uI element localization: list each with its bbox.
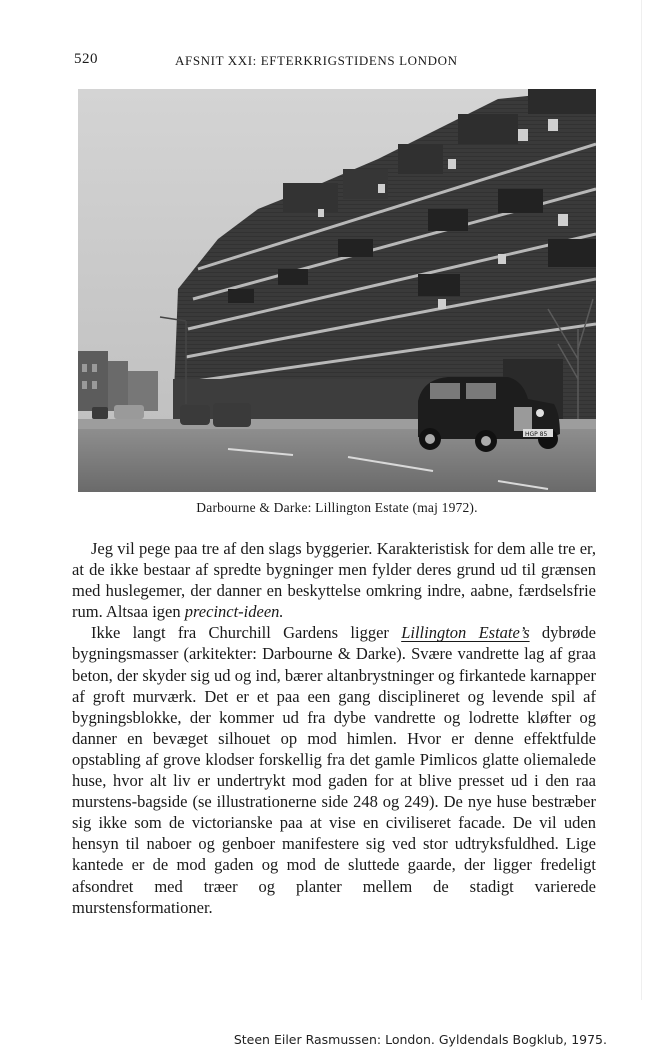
paragraph-1-text: Jeg vil pege paa tre af den slags byggerier. Karakteristisk for dem alle tre er, at de ikke bestaar af spredte bygninger men fylder deres grund ud til grænsen med huslegemer, der danner en beskyttelse omkring indre, aabne, færdselsfrie rum. Altsaa igen [72,539,596,622]
body-text [72,538,596,918]
license-plate: HGP 85 [525,431,548,438]
source-credit: Steen Eiler Rasmussen: London. Gyldendals Bogklub, 1975. [233,1032,607,1047]
photograph-lillington-estate [78,89,596,492]
paragraph-2-start: Ikke langt fra Churchill Gardens ligger [91,623,402,643]
running-head: AFSNIT XXI: EFTERKRIGSTIDENS LONDON [175,53,458,68]
page-number: 520 [74,51,98,67]
precinct-ideen-italic: precinct-ideen. [184,602,284,622]
paragraph-2-rest: dybrøde bygningsmasser (arkitekter: Darbourne & Darke). Svære vandrette lag af graa beton, der skyder sig ud og ind, bærer altanbrystninger og firkantede karnapper af groft murværk. Det er et paa een gang disciplineret og levende spil af bygningsblokke, der kommer ud fra dybe vandrette og lodrette kløfter og danner en bevæget silhouet op mod himlen. Hvor er denne effektfulde opstabling af grove klodser forskellig fra det gamle Pimlicos glatte oliemalede huse, hvor alt liv er undertrykt mod gaden for at blive presset ud i den raa murstens-bagside (se illustrationerne side 248 og 249). De nye huse bestræber sig ikke som de victorianske paa at vise en civiliseret facade. De vil uden hensyn til naboer og genboer manifestere sig ved stor udtryksfuldhed. Lige kantede er de mod gaden og mod de sluttede gaarde, der ligger fredeligt afsondret med træer og planter mellem de stadigt varierede murstensformationer. [72,623,596,917]
paragraph-1 [72,538,596,622]
figure-caption: Darbourne & Darke: Lillington Estate (maj 1972). [196,500,478,515]
paragraph-2 [72,622,596,917]
lillington-estate-underlined: Lillington Estate’s [401,623,530,643]
